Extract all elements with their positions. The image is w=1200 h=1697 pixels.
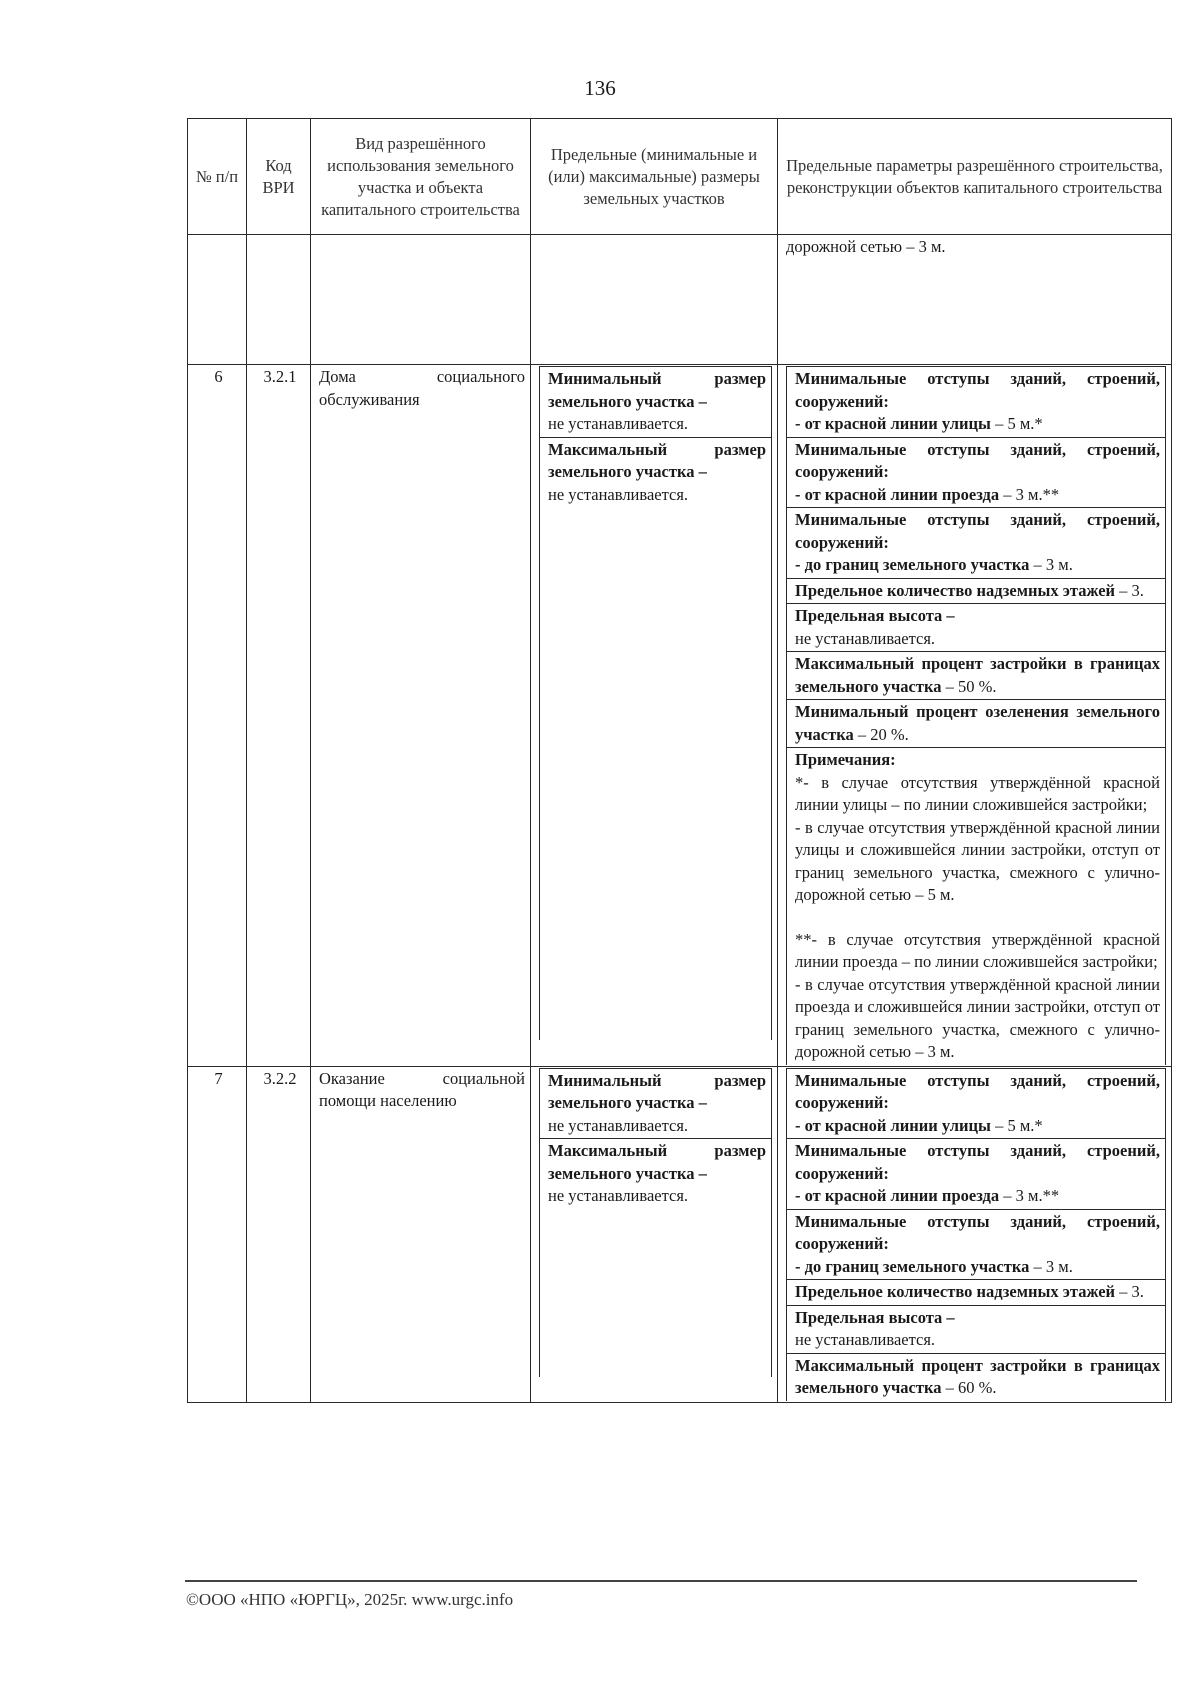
header-parameters: Предельные параметры разрешённого строительства, реконструкции объектов капитального строительства: [778, 119, 1172, 235]
row6-max-size: Максимальный размер земельного участка – не устанавливается.: [540, 437, 772, 1040]
row7-min-size: Минимальный размер земельного участка – не устанавливается.: [540, 1068, 772, 1139]
row7-use-name: Оказание социальной помощи населению: [311, 1066, 531, 1402]
row6-use-name: Дома социального обслуживания: [311, 365, 531, 1067]
row7-sizes: [531, 1066, 778, 1402]
row7-max-size: Максимальный размер земельного участка – не устанавливается.: [540, 1139, 772, 1378]
row6-param-coverage: Максимальный процент застройки в границах земельного участка – 50 %.: [787, 652, 1166, 700]
row6-param-driveway-setback: Минимальные отступы зданий, строений, сооружений: - от красной линии проезда – 3 м.**: [787, 437, 1166, 508]
header-code: Код ВРИ: [247, 119, 311, 235]
row6-notes: [787, 748, 1166, 1065]
row7-num: 7: [188, 1066, 247, 1402]
row6-sizes: [531, 365, 778, 1067]
note-4: - в случае отсутствия утверждённой красной линии проезда и сложившейся линии застройки, отступ от границ земельного участка, смежного с улично-дорожной сетью – 3 м.: [795, 974, 1160, 1061]
row6-param-street-setback: Минимальные отступы зданий, строений, сооружений: - от красной линии улицы – 5 м.*: [787, 367, 1166, 438]
header-plot-sizes: Предельные (минимальные и (или) максимальные) размеры земельных участков: [531, 119, 778, 235]
row6-num: 6: [188, 365, 247, 1067]
table-row-6: [188, 365, 1172, 1067]
footer-copyright: ©ООО «НПО «ЮРГЦ», 2025г. www.urgc.info: [186, 1590, 514, 1609]
continuation-text: дорожной сетью – 3 м.: [778, 235, 1172, 365]
row6-param-height: Предельная высота – не устанавливается.: [787, 604, 1166, 652]
row7-code: 3.2.2: [247, 1066, 311, 1402]
continuation-row: [188, 235, 1172, 365]
row6-min-size: Минимальный размер земельного участка – не устанавливается.: [540, 367, 772, 438]
note-1: *- в случае отсутствия утверждённой красной линии улицы – по линии сложившейся застройки;: [795, 772, 1160, 814]
zoning-table: [187, 118, 1172, 1403]
row7-param-boundary-setback: Минимальные отступы зданий, строений, сооружений: - до границ земельного участка – 3 м.: [787, 1209, 1166, 1280]
row7-param-driveway-setback: Минимальные отступы зданий, строений, сооружений: - от красной линии проезда – 3 м.**: [787, 1139, 1166, 1210]
header-use-type: Вид разрешённого использования земельного участка и объекта капитального строительства: [311, 119, 531, 235]
row7-param-height: Предельная высота – не устанавливается.: [787, 1305, 1166, 1353]
header-num: № п/п: [188, 119, 247, 235]
header-row: [188, 119, 1172, 235]
row6-param-floors: Предельное количество надземных этажей – 3.: [787, 578, 1166, 604]
row7-params: [778, 1066, 1172, 1402]
note-2: - в случае отсутствия утверждённой красной линии улицы и сложившейся линии застройки, отступ от границ земельного участка, смежного с улично-дорожной сетью – 5 м.: [795, 817, 1160, 904]
row7-param-floors: Предельное количество надземных этажей – 3.: [787, 1280, 1166, 1306]
notes-title: Примечания:: [795, 750, 896, 769]
row7-param-coverage: Максимальный процент застройки в границах земельного участка – 60 %.: [787, 1353, 1166, 1401]
row6-param-boundary-setback: Минимальные отступы зданий, строений, сооружений: - до границ земельного участка – 3 м.: [787, 508, 1166, 579]
note-3: **- в случае отсутствия утверждённой красной линии проезда – по линии сложившейся застройки;: [795, 929, 1160, 971]
row6-params: [778, 365, 1172, 1067]
page-number: 136: [584, 76, 616, 100]
table-row-7: [188, 1066, 1172, 1402]
row6-param-greening: Минимальный процент озеленения земельного участка – 20 %.: [787, 700, 1166, 748]
row6-code: 3.2.1: [247, 365, 311, 1067]
row7-param-street-setback: Минимальные отступы зданий, строений, сооружений: - от красной линии улицы – 5 м.*: [787, 1068, 1166, 1139]
footer-divider: [185, 1580, 1137, 1582]
